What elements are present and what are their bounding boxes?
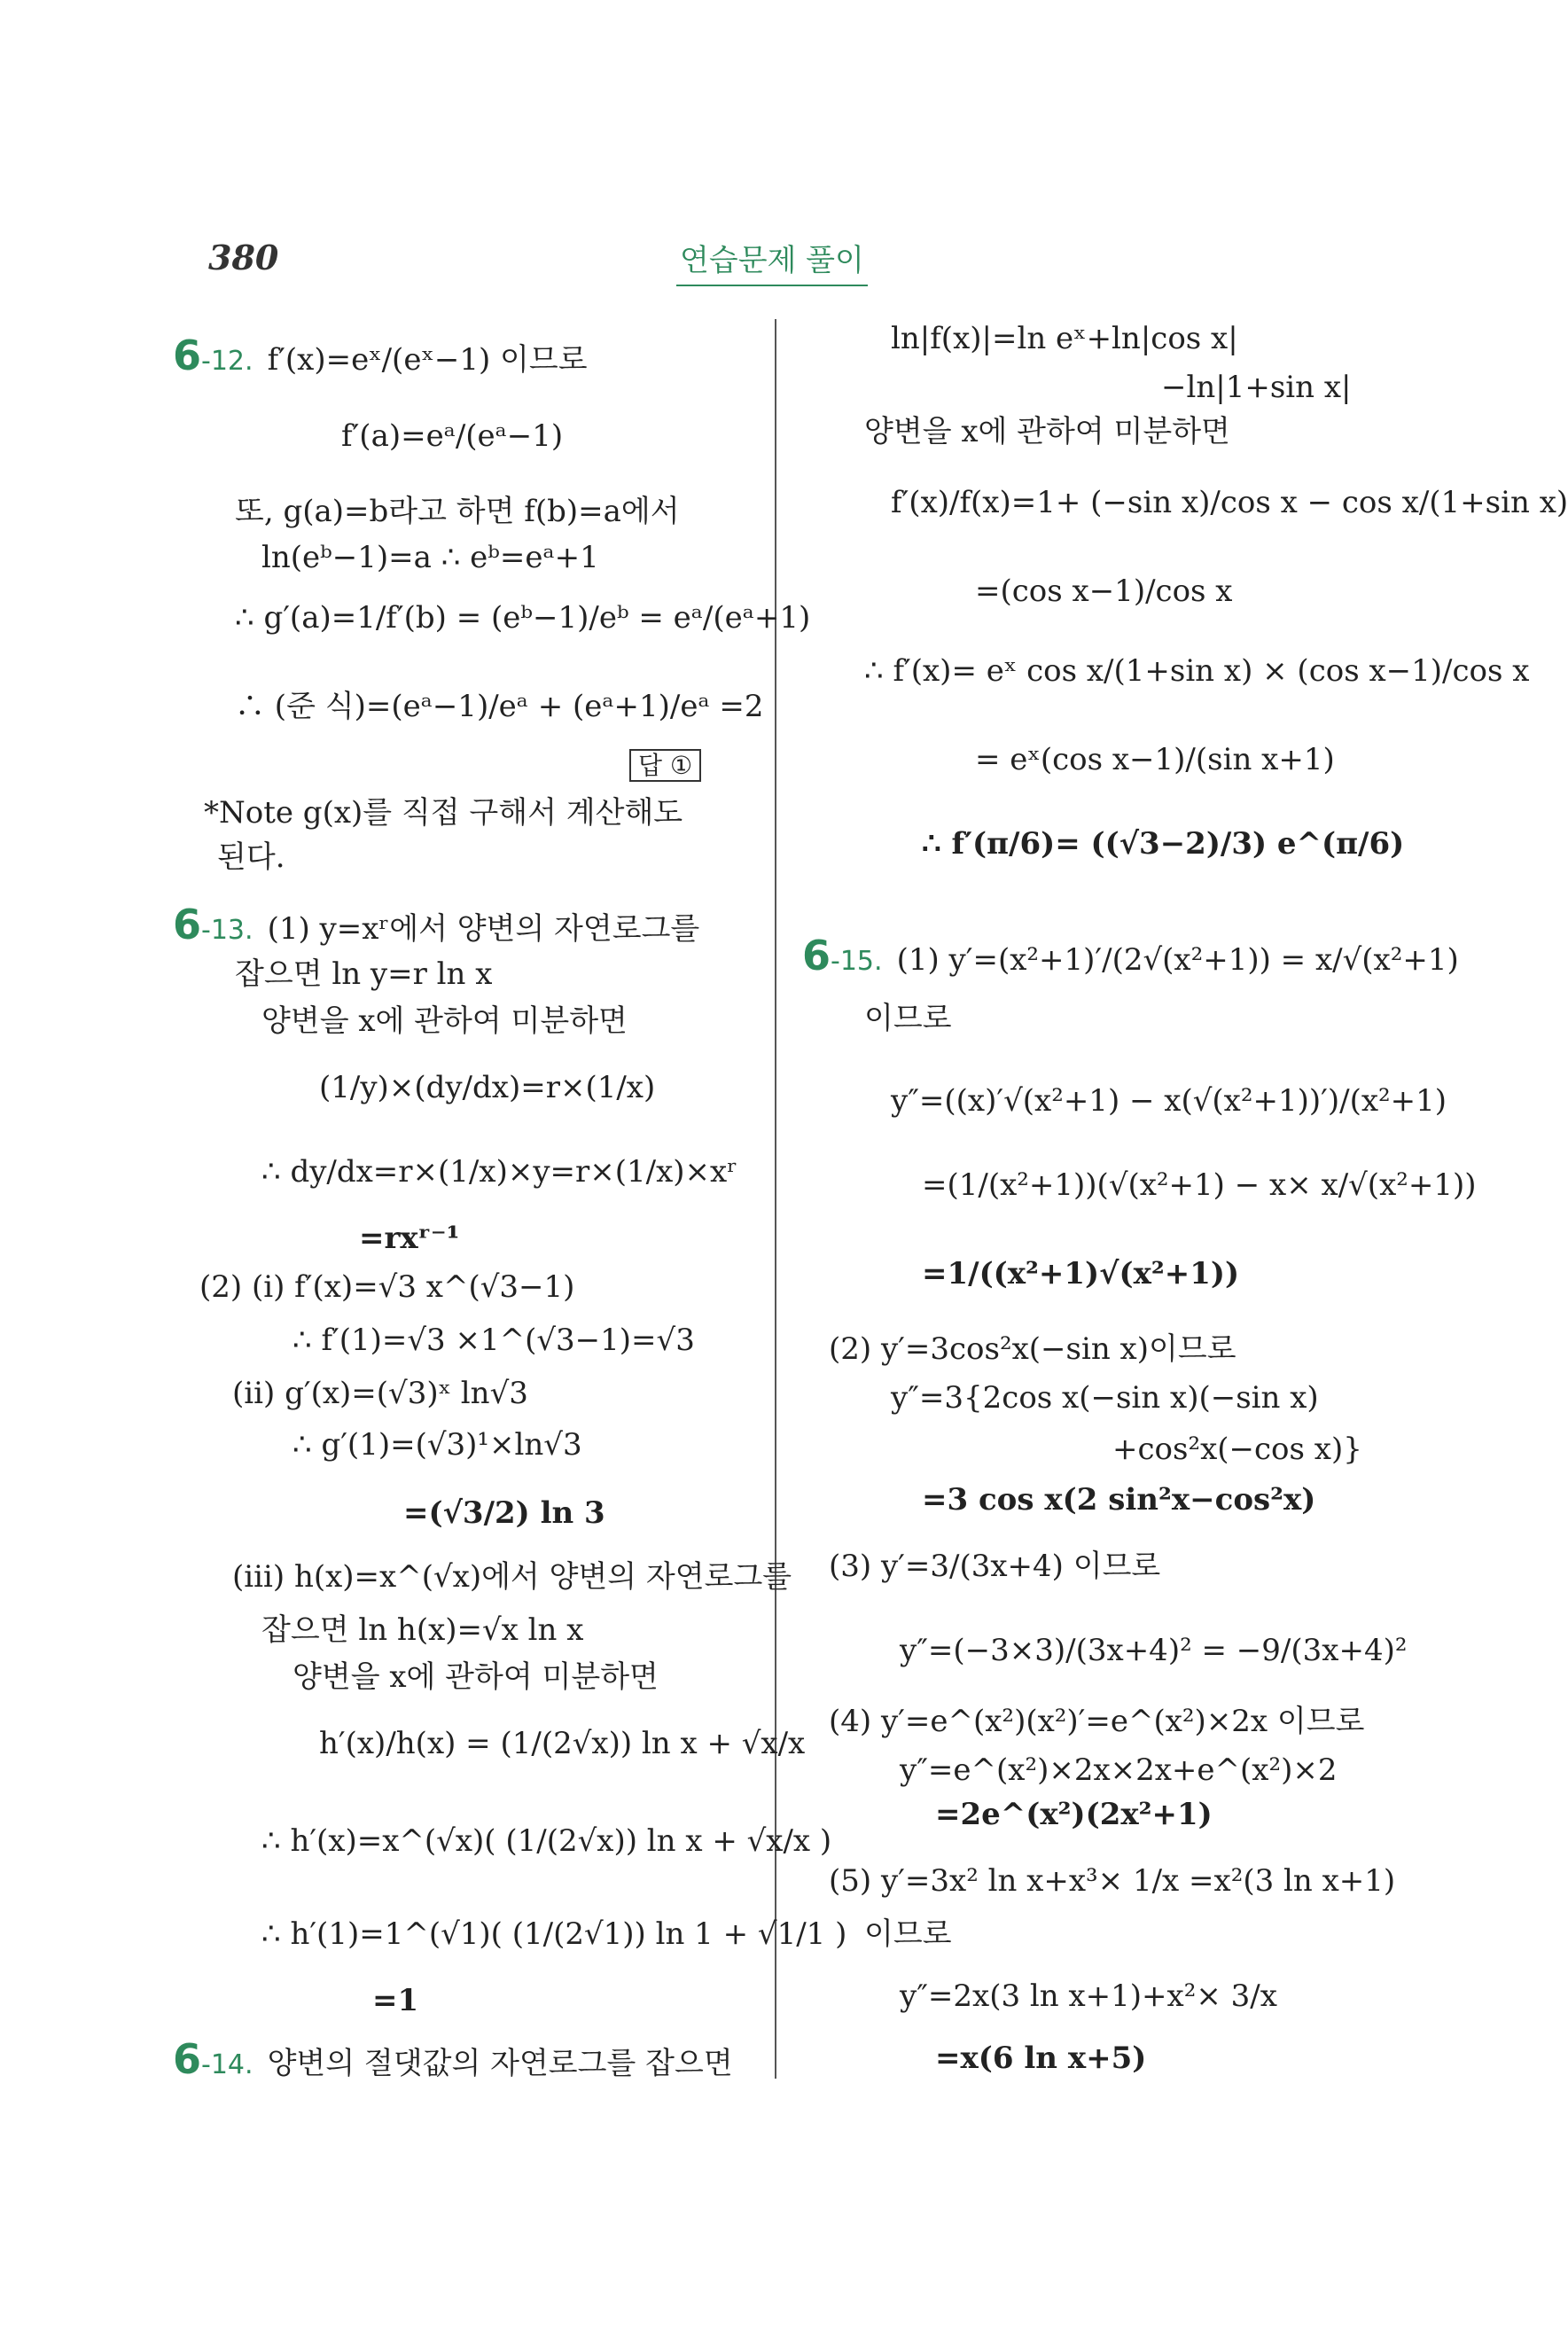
right-line-19: (4) y′=e^(x²)(x²)′=e^(x²)×2x 이므로 xyxy=(829,1704,1365,1739)
solution-text: (1) y=xʳ에서 양변의 자연로그를 xyxy=(267,911,700,947)
problem-number: 6-13. xyxy=(173,901,254,948)
left-line-1: f′(a)=eᵃ/(eᵃ−1) xyxy=(341,418,564,454)
left-line-23: h′(x)/h(x) = (1/(2√x)) ln x + √x/x xyxy=(319,1726,806,1761)
right-line-18: y″=(−3×3)/(3x+4)² = −9/(3x+4)² xyxy=(900,1633,1408,1668)
left-line-22: 양변을 x에 관하여 미분하면 xyxy=(293,1659,659,1695)
right-line-15: +cos²x(−cos x)} xyxy=(1112,1432,1362,1467)
left-line-18: ∴ g′(1)=(√3)¹×ln√3 xyxy=(293,1427,582,1463)
left-line-27 xyxy=(173,2035,733,2083)
problem-number: 6-14. xyxy=(173,2035,254,2083)
right-line-23: 이므로 xyxy=(864,1916,952,1952)
right-line-16: =3 cos x(2 sin²x−cos²x) xyxy=(922,1482,1316,1518)
solution-text: f′(x)=eˣ/(eˣ−1) 이므로 xyxy=(267,342,588,378)
solution-text: (1) y′=(x²+1)′/(2√(x²+1)) = x/√(x²+1) xyxy=(896,942,1459,978)
left-line-25: ∴ h′(1)=1^(√1)( (1/(2√1)) ln 1 + √1/1 ) xyxy=(261,1916,847,1952)
left-line-9 xyxy=(173,901,700,948)
right-line-3: f′(x)/f(x)=1+ (−sin x)/cos x − cos x/(1+sin x) xyxy=(891,485,1568,520)
right-line-20: y″=e^(x²)×2x×2x+e^(x²)×2 xyxy=(900,1752,1338,1788)
left-line-3: ln(eᵇ−1)=a ∴ eᵇ=eᵃ+1 xyxy=(261,540,599,575)
left-line-14: =rxʳ⁻¹ xyxy=(359,1221,460,1256)
right-line-24: y″=2x(3 ln x+1)+x²× 3/x xyxy=(900,1978,1277,2014)
right-line-8 xyxy=(802,932,1459,979)
left-line-2: 또, g(a)=b라고 하면 f(b)=a에서 xyxy=(235,494,680,529)
right-line-0: ln|f(x)|=ln eˣ+ln|cos x| xyxy=(891,321,1238,356)
problem-number: 6-15. xyxy=(802,932,883,979)
left-line-20: (iii) h(x)=x^(√x)에서 양변의 자연로그를 xyxy=(232,1559,792,1595)
left-line-17: (ii) g′(x)=(√3)ˣ ln√3 xyxy=(232,1376,528,1411)
right-line-5: ∴ f′(x)= eˣ cos x/(1+sin x) × (cos x−1)/cos x xyxy=(864,653,1530,689)
left-line-19: =(√3/2) ln 3 xyxy=(403,1495,605,1531)
left-line-8: 된다. xyxy=(217,839,285,875)
right-line-12: =1/((x²+1)√(x²+1)) xyxy=(922,1256,1240,1291)
problem-number: 6-12. xyxy=(173,332,254,379)
solution-text: 양변의 절댓값의 자연로그를 잡으면 xyxy=(267,2046,733,2081)
left-line-11: 양변을 x에 관하여 미분하면 xyxy=(261,1003,628,1039)
left-line-6 xyxy=(629,749,701,779)
left-line-10: 잡으면 ln y=r ln x xyxy=(235,956,493,992)
column-divider xyxy=(775,319,776,2079)
left-line-13: ∴ dy/dx=r×(1/x)×y=r×(1/x)×xʳ xyxy=(261,1154,738,1190)
right-line-6: = eˣ(cos x−1)/(sin x+1) xyxy=(975,742,1335,777)
page-number: 380 xyxy=(208,238,279,277)
right-line-22: (5) y′=3x² ln x+x³× 1/x =x²(3 ln x+1) xyxy=(829,1863,1396,1899)
right-line-14: y″=3{2cos x(−sin x)(−sin x) xyxy=(891,1380,1319,1416)
right-line-9: 이므로 xyxy=(864,1001,952,1036)
right-line-25: =x(6 ln x+5) xyxy=(935,2041,1147,2076)
left-line-0 xyxy=(173,332,588,379)
left-line-21: 잡으면 ln h(x)=√x ln x xyxy=(261,1612,584,1648)
left-line-5: ∴ (준 식)=(eᵃ−1)/eᵃ + (eᵃ+1)/eᵃ =2 xyxy=(235,689,764,724)
left-line-24: ∴ h′(x)=x^(√x)( (1/(2√x)) ln x + √x/x ) xyxy=(261,1823,832,1859)
right-line-21: =2e^(x²)(2x²+1) xyxy=(935,1797,1213,1832)
left-line-7: *Note g(x)를 직접 구해서 계산해도 xyxy=(204,795,683,831)
right-line-1: −ln|1+sin x| xyxy=(1161,370,1352,405)
right-line-4: =(cos x−1)/cos x xyxy=(975,574,1233,609)
left-line-4: ∴ g′(a)=1/f′(b) = (eᵇ−1)/eᵇ = eᵃ/(eᵃ+1) xyxy=(235,600,811,636)
left-line-16: ∴ f′(1)=√3 ×1^(√3−1)=√3 xyxy=(293,1323,695,1358)
right-line-10: y″=((x)′√(x²+1) − x(√(x²+1))′)/(x²+1) xyxy=(891,1083,1447,1119)
left-line-12: (1/y)×(dy/dx)=r×(1/x) xyxy=(319,1070,656,1105)
right-line-7: ∴ f′(π/6)= ((√3−2)/3) e^(π/6) xyxy=(922,826,1405,862)
right-line-13: (2) y′=3cos²x(−sin x)이므로 xyxy=(829,1331,1236,1367)
right-line-11: =(1/(x²+1))(√(x²+1) − x× x/√(x²+1)) xyxy=(922,1167,1477,1203)
section-header: 연습문제 풀이 xyxy=(676,236,868,286)
left-line-15: (2) (i) f′(x)=√3 x^(√3−1) xyxy=(199,1269,575,1305)
answer-box: 답 ① xyxy=(629,749,701,782)
left-line-26: =1 xyxy=(372,1983,419,2018)
right-line-17: (3) y′=3/(3x+4) 이므로 xyxy=(829,1549,1161,1584)
right-line-2: 양변을 x에 관하여 미분하면 xyxy=(864,414,1230,449)
